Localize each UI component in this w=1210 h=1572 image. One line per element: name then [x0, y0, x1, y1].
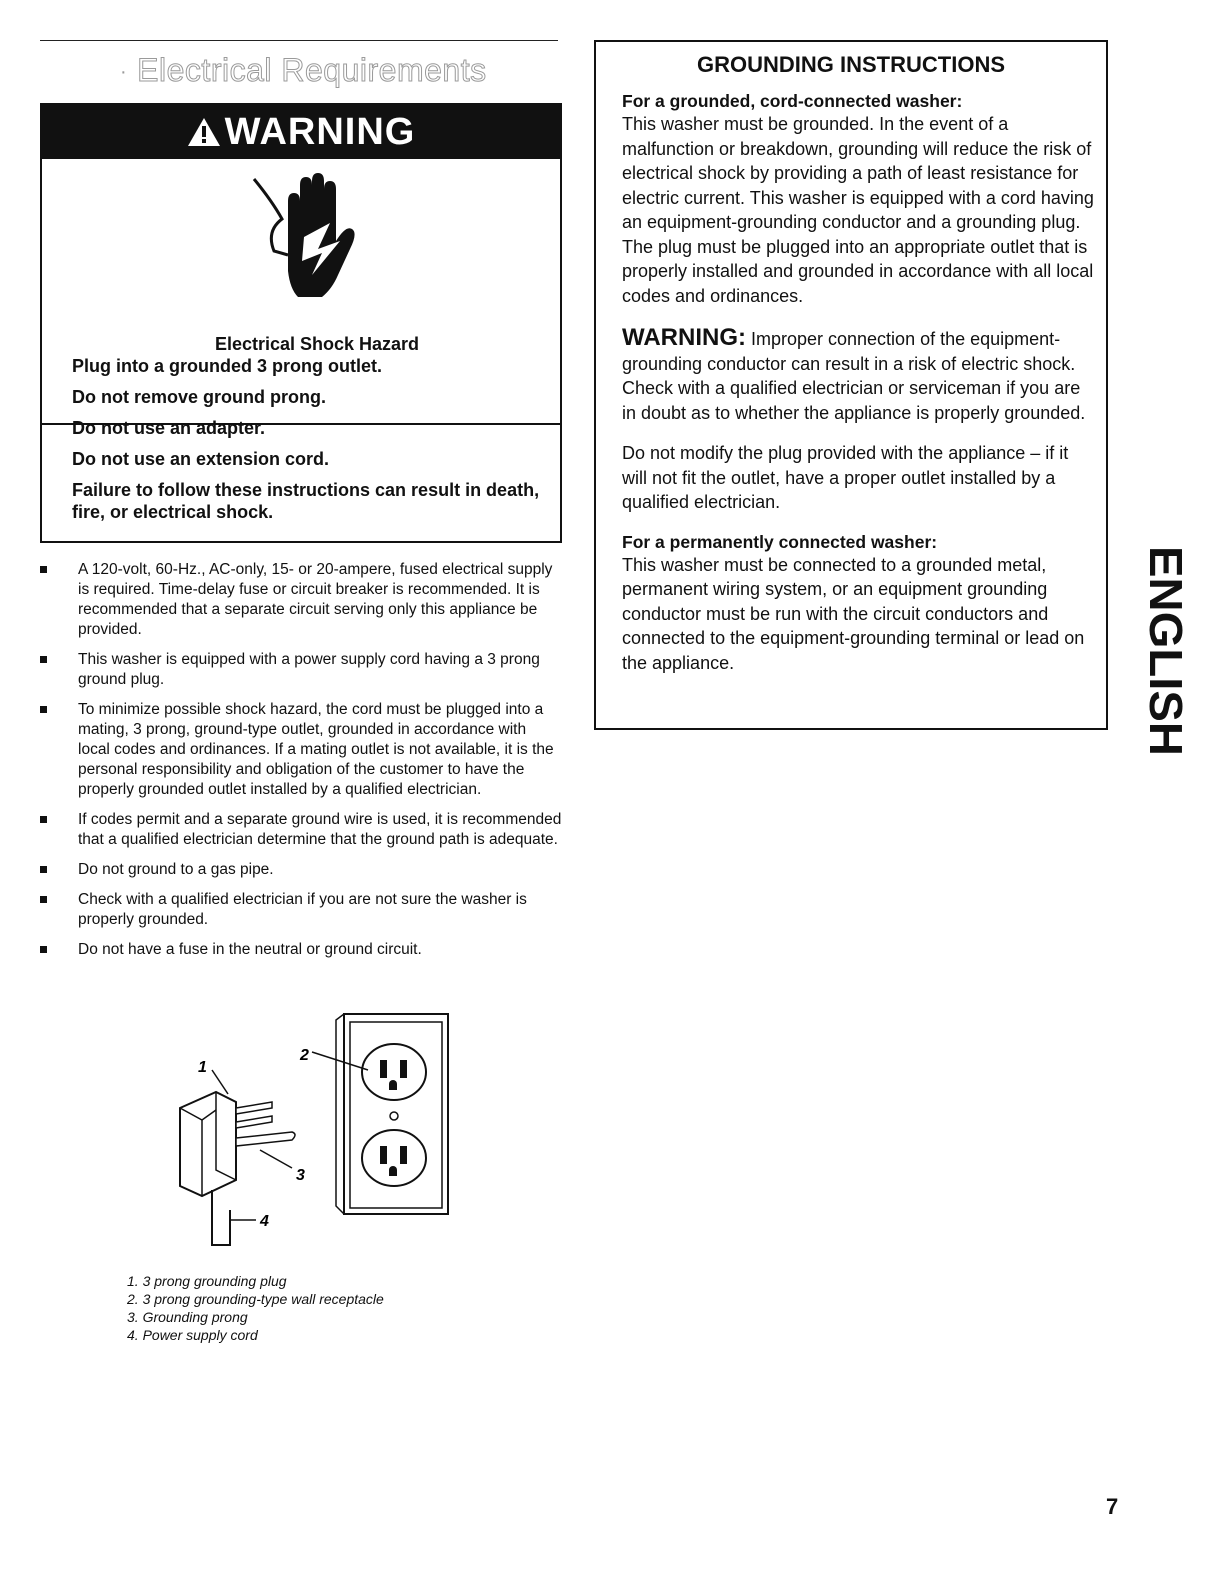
list-item-text: Do not have a fuse in the neutral or ground circuit. [78, 941, 422, 958]
top-rule [40, 40, 558, 41]
list-item [40, 560, 562, 640]
list-item [40, 650, 562, 690]
electric-shock-hand-icon [252, 171, 362, 311]
list-item [40, 700, 562, 800]
warning-label: WARNING: [622, 324, 746, 351]
list-item-text: This washer is equipped with a power supply cord having a 3 prong ground plug. [78, 651, 540, 688]
section-title [120, 52, 487, 89]
callout-line-3 [260, 1150, 292, 1168]
grounding-plug-illustration [180, 1092, 295, 1245]
permanent-connected-heading: For a permanently connected washer: [622, 531, 938, 552]
warning-header-text: WARNING [224, 110, 416, 153]
warning-line: Do not remove ground prong. [72, 387, 326, 407]
bullet-icon [40, 866, 47, 873]
bullet-icon [40, 566, 47, 573]
grounding-instructions-box [594, 40, 1108, 730]
cord-connected-text: This washer must be grounded. In the event of a malfunction or breakdown, grounding will reduce the risk of electrical shock by providing a path of least resistance for electric current. This washer is equipped with a cord having an equipment-grounding conductor and a grounding plug. The plug must be plugged into an appropriate outlet that is properly installed and grounded in accordance with all local codes and ordinances. [622, 114, 1094, 306]
list-item-text: Check with a qualified electrician if you are not sure the washer is properly grounded. [78, 891, 527, 928]
list-item [40, 940, 562, 960]
warning-line: Do not use an adapter. [72, 418, 266, 438]
page-number: 7 [1106, 1494, 1119, 1519]
list-item-text: If codes permit and a separate ground wire is used, it is recommended that a qualified electrician determine that the ground path is adequate. [78, 811, 562, 848]
hazard-title: Electrical Shock Hazard [214, 334, 420, 354]
callout-4: 4 [260, 1213, 269, 1230]
callout-2: 2 [300, 1047, 309, 1064]
list-item [40, 860, 562, 880]
legend-item: 1. 3 prong grounding plug [127, 1273, 287, 1289]
plug-receptacle-diagram [168, 1010, 468, 1260]
requirements-list [40, 560, 562, 970]
grounding-title: GROUNDING INSTRUCTIONS [697, 52, 1005, 77]
warning-triangle-icon [187, 117, 221, 147]
warning-line: Failure to follow these instructions can result in death, fire, or electrical shock. [72, 480, 540, 522]
bullet-icon [40, 816, 47, 823]
title-bullet: · [120, 61, 128, 84]
warning-header [42, 105, 560, 159]
cord-connected-heading: For a grounded, cord-connected washer: [622, 91, 963, 111]
list-item-text: Do not ground to a gas pipe. [78, 861, 274, 878]
list-item-text: To minimize possible shock hazard, the cord must be plugged into a mating, 3 prong, ground-type outlet, grounded in accordance with local codes and ordinances. If a mating outlet is not available, it is the personal responsibility and obligation of the customer to have the properly grounded outlet installed by a qualified electrician. [78, 701, 554, 798]
wall-receptacle-illustration [336, 1014, 448, 1214]
callout-1: 1 [198, 1059, 207, 1076]
callout-3: 3 [296, 1167, 305, 1184]
diagram-legend [127, 1272, 384, 1344]
list-item-text: A 120-volt, 60-Hz., AC-only, 15- or 20-ampere, fused electrical supply is required. Time-delay fuse or circuit breaker is recommended. It is recommended that a separate circuit serving only this appliance be provided. [78, 561, 553, 638]
bullet-icon [40, 656, 47, 663]
legend-item: 4. Power supply cord [127, 1327, 258, 1343]
legend-item: 3. Grounding prong [127, 1309, 248, 1325]
warning-line: Do not use an extension cord. [72, 449, 330, 469]
permanent-connected-text: This washer must be connected to a grounded metal, permanent wiring system, or an equipment grounding conductor must be run with the circuit conductors and connected to the equipment-grounding terminal or lead on the appliance. [622, 554, 1085, 673]
language-side-tab [1140, 546, 1194, 762]
legend-item: 2. 3 prong grounding-type wall receptacle [127, 1291, 384, 1307]
list-item [40, 810, 562, 850]
warning-body: Improper connection of the equipment-grounding conductor can result in a risk of electric shock. Check with a qualified electrician or serviceman if you are in doubt as to whether the appliance is properly grounded. [622, 329, 1086, 423]
warning-line: Plug into a grounded 3 prong outlet. [72, 356, 382, 376]
language-tab-text: ENGLISH [1140, 546, 1192, 751]
bullet-icon [40, 706, 47, 713]
modify-plug-text: Do not modify the plug provided with the appliance – if it will not fit the outlet, have a proper outlet installed by a qualified electrician. [622, 443, 1069, 512]
bullet-icon [40, 946, 47, 953]
warning-box [40, 103, 562, 543]
bullet-icon [40, 896, 47, 903]
callout-line-1 [212, 1070, 228, 1094]
warning-text [72, 333, 542, 523]
section-title-text: Electrical Requirements [137, 52, 487, 88]
grounding-warning-paragraph [622, 326, 1096, 425]
list-item [40, 890, 562, 930]
